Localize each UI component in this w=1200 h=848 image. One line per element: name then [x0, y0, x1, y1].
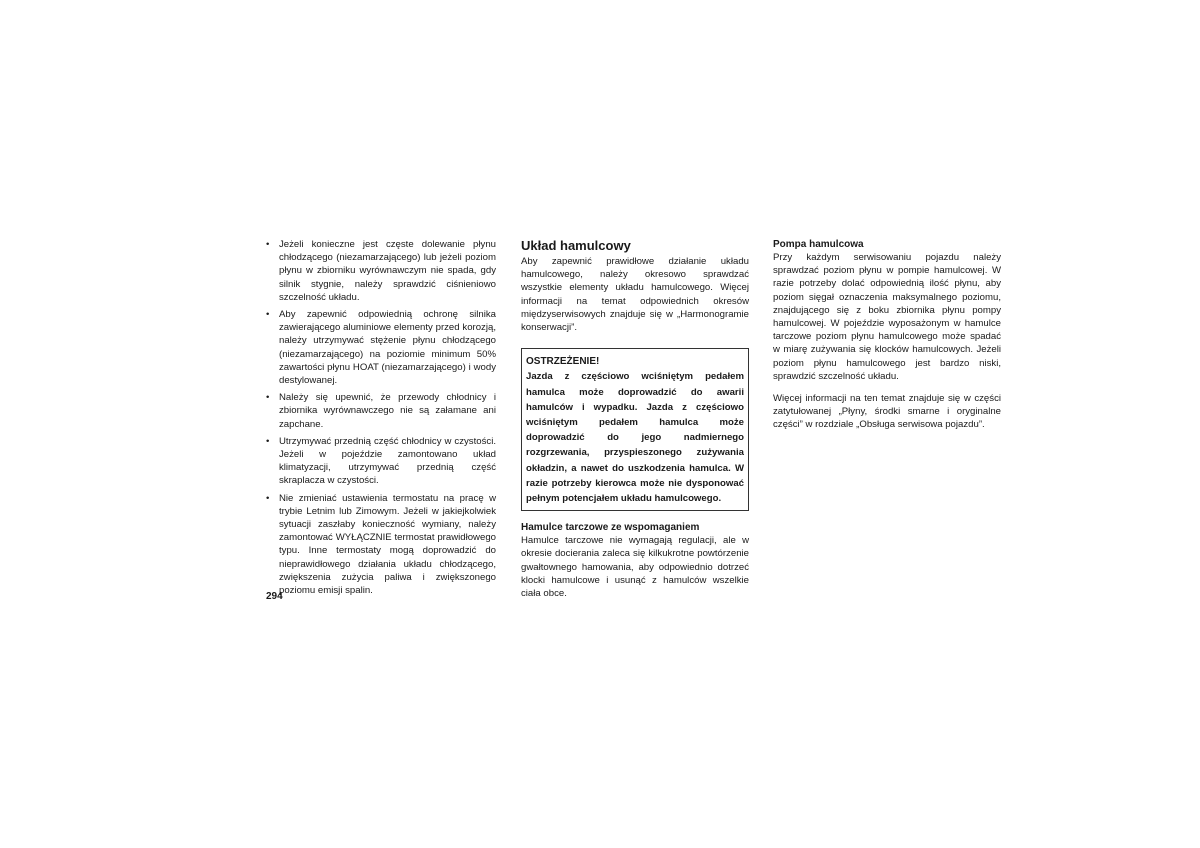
- bullet-icon: •: [266, 309, 270, 321]
- warning-text: Jazda z częściowo wciśniętym pedałem hamulca może doprowadzić do awarii hamulców i wypadku. Jazda z częściowo wciśniętym pedałem hamulca może doprowadzić do jego nadmiernego rozgrzewania, przyspieszonego zużywania okładzin, a nawet do uszkodzenia hamulca. W razie potrzeby kierowca może nie dysponować pełnym potencjałem układu hamulcowego.: [526, 371, 744, 505]
- list-item: [266, 492, 496, 598]
- list-item: [266, 391, 496, 431]
- bullet-list: [266, 238, 496, 597]
- bullet-icon: •: [266, 435, 270, 447]
- master-cylinder-paragraph: Przy każdym serwisowaniu pojazdu należy sprawdzać poziom płynu w pompie hamulcowej. W razie potrzeby dolać odpowiednią ilość płynu, aby poziom sięgał oznaczenia maksymalnego poziomu, znajdującego się z boku zbiornika płynu pompy hamulcowej. W pojeździe wyposażonym w hamulce tarczowe poziom płynu hamulcowego może spadać w miarę zużywania się klocków hamulcowych. Jeżeli poziom płynu hamulcowego jest bardzo niski, sprawdzić szczelność układu.: [773, 252, 1001, 382]
- right-column: [773, 238, 1001, 432]
- page-number: 294: [266, 591, 283, 602]
- more-info-paragraph: Więcej informacji na ten temat znajduje się w części zatytułowanej „Płyny, środki smarne i oryginalne części” w rozdziale „Obsługa serwisowa pojazdu”.: [773, 393, 1001, 431]
- warning-title: OSTRZEŻENIE!: [526, 356, 600, 368]
- subsection-heading-disc-brakes: Hamulce tarczowe ze wspomaganiem: [521, 522, 700, 534]
- bullet-icon: •: [266, 392, 270, 404]
- bullet-icon: •: [266, 492, 270, 504]
- list-item-text: Jeżeli konieczne jest częste dolewanie płynu chłodzącego (niezamarzającego) lub jeżeli poziom płynu w zbiorniku wyrównawczym nie spada, gdy silnik stygnie, należy sprawdzić ciśnieniowo szczelność układu.: [279, 239, 496, 303]
- list-item-text: Aby zapewnić odpowiednią ochronę silnika zawierającego aluminiowe elementy przed korozją, należy utrzymywać stężenie płynu chłodzącego (niezamarzającego) na poziomie minimum 50% zawartości płynu HOAT (niezamarzającego) i wody destylowanej.: [279, 309, 496, 387]
- list-item: [266, 308, 496, 387]
- list-item-text: Nie zmieniać ustawienia termostatu na pracę w trybie Letnim lub Zimowym. Jeżeli w jakiejkolwiek sytuacji zaszłaby konieczność wymiany, należy zamontować WYŁĄCZNIE termostat prawidłowego typu. Inne termostaty mogą doprowadzić do nieprawidłowego działania układu chłodzącego, zwiększenia zużycia paliwa i zwiększonego poziomu emisji spalin.: [279, 492, 496, 597]
- middle-column: [521, 238, 749, 600]
- left-column: [266, 238, 496, 601]
- list-item: [266, 435, 496, 488]
- disc-brakes-paragraph: Hamulce tarczowe nie wymagają regulacji, ale w okresie docierania zaleca się kilkukrotne powtórzenie gwałtownego hamowania, aby odpowiednio dotrzeć klocki hamulcowe i usunąć z hamulców wszelkie ciała obce.: [521, 535, 749, 600]
- warning-box: [521, 348, 749, 511]
- list-item-text: Utrzymywać przednią część chłodnicy w czystości. Jeżeli w pojeździe zamontowano układ klimatyzacji, utrzymywać przednią część skraplacza w czystości.: [279, 435, 496, 487]
- list-item-text: Należy się upewnić, że przewody chłodnicy i zbiornika wyrównawczego nie są załamane ani zapchane.: [279, 392, 496, 430]
- bullet-icon: •: [266, 239, 270, 250]
- list-item: [266, 238, 496, 304]
- section-heading-master-cylinder: Pompa hamulcowa: [773, 239, 864, 250]
- section-heading-brakes: Układ hamulcowy: [521, 238, 631, 253]
- brakes-intro-paragraph: Aby zapewnić prawidłowe działanie układu hamulcowego, należy okresowo sprawdzać wszystkie elementy układu hamulcowego. Więcej informacji na temat odpowiednich okresów międzyserwisowych znajduje się w „Harmonogramie konserwacji”.: [521, 256, 749, 334]
